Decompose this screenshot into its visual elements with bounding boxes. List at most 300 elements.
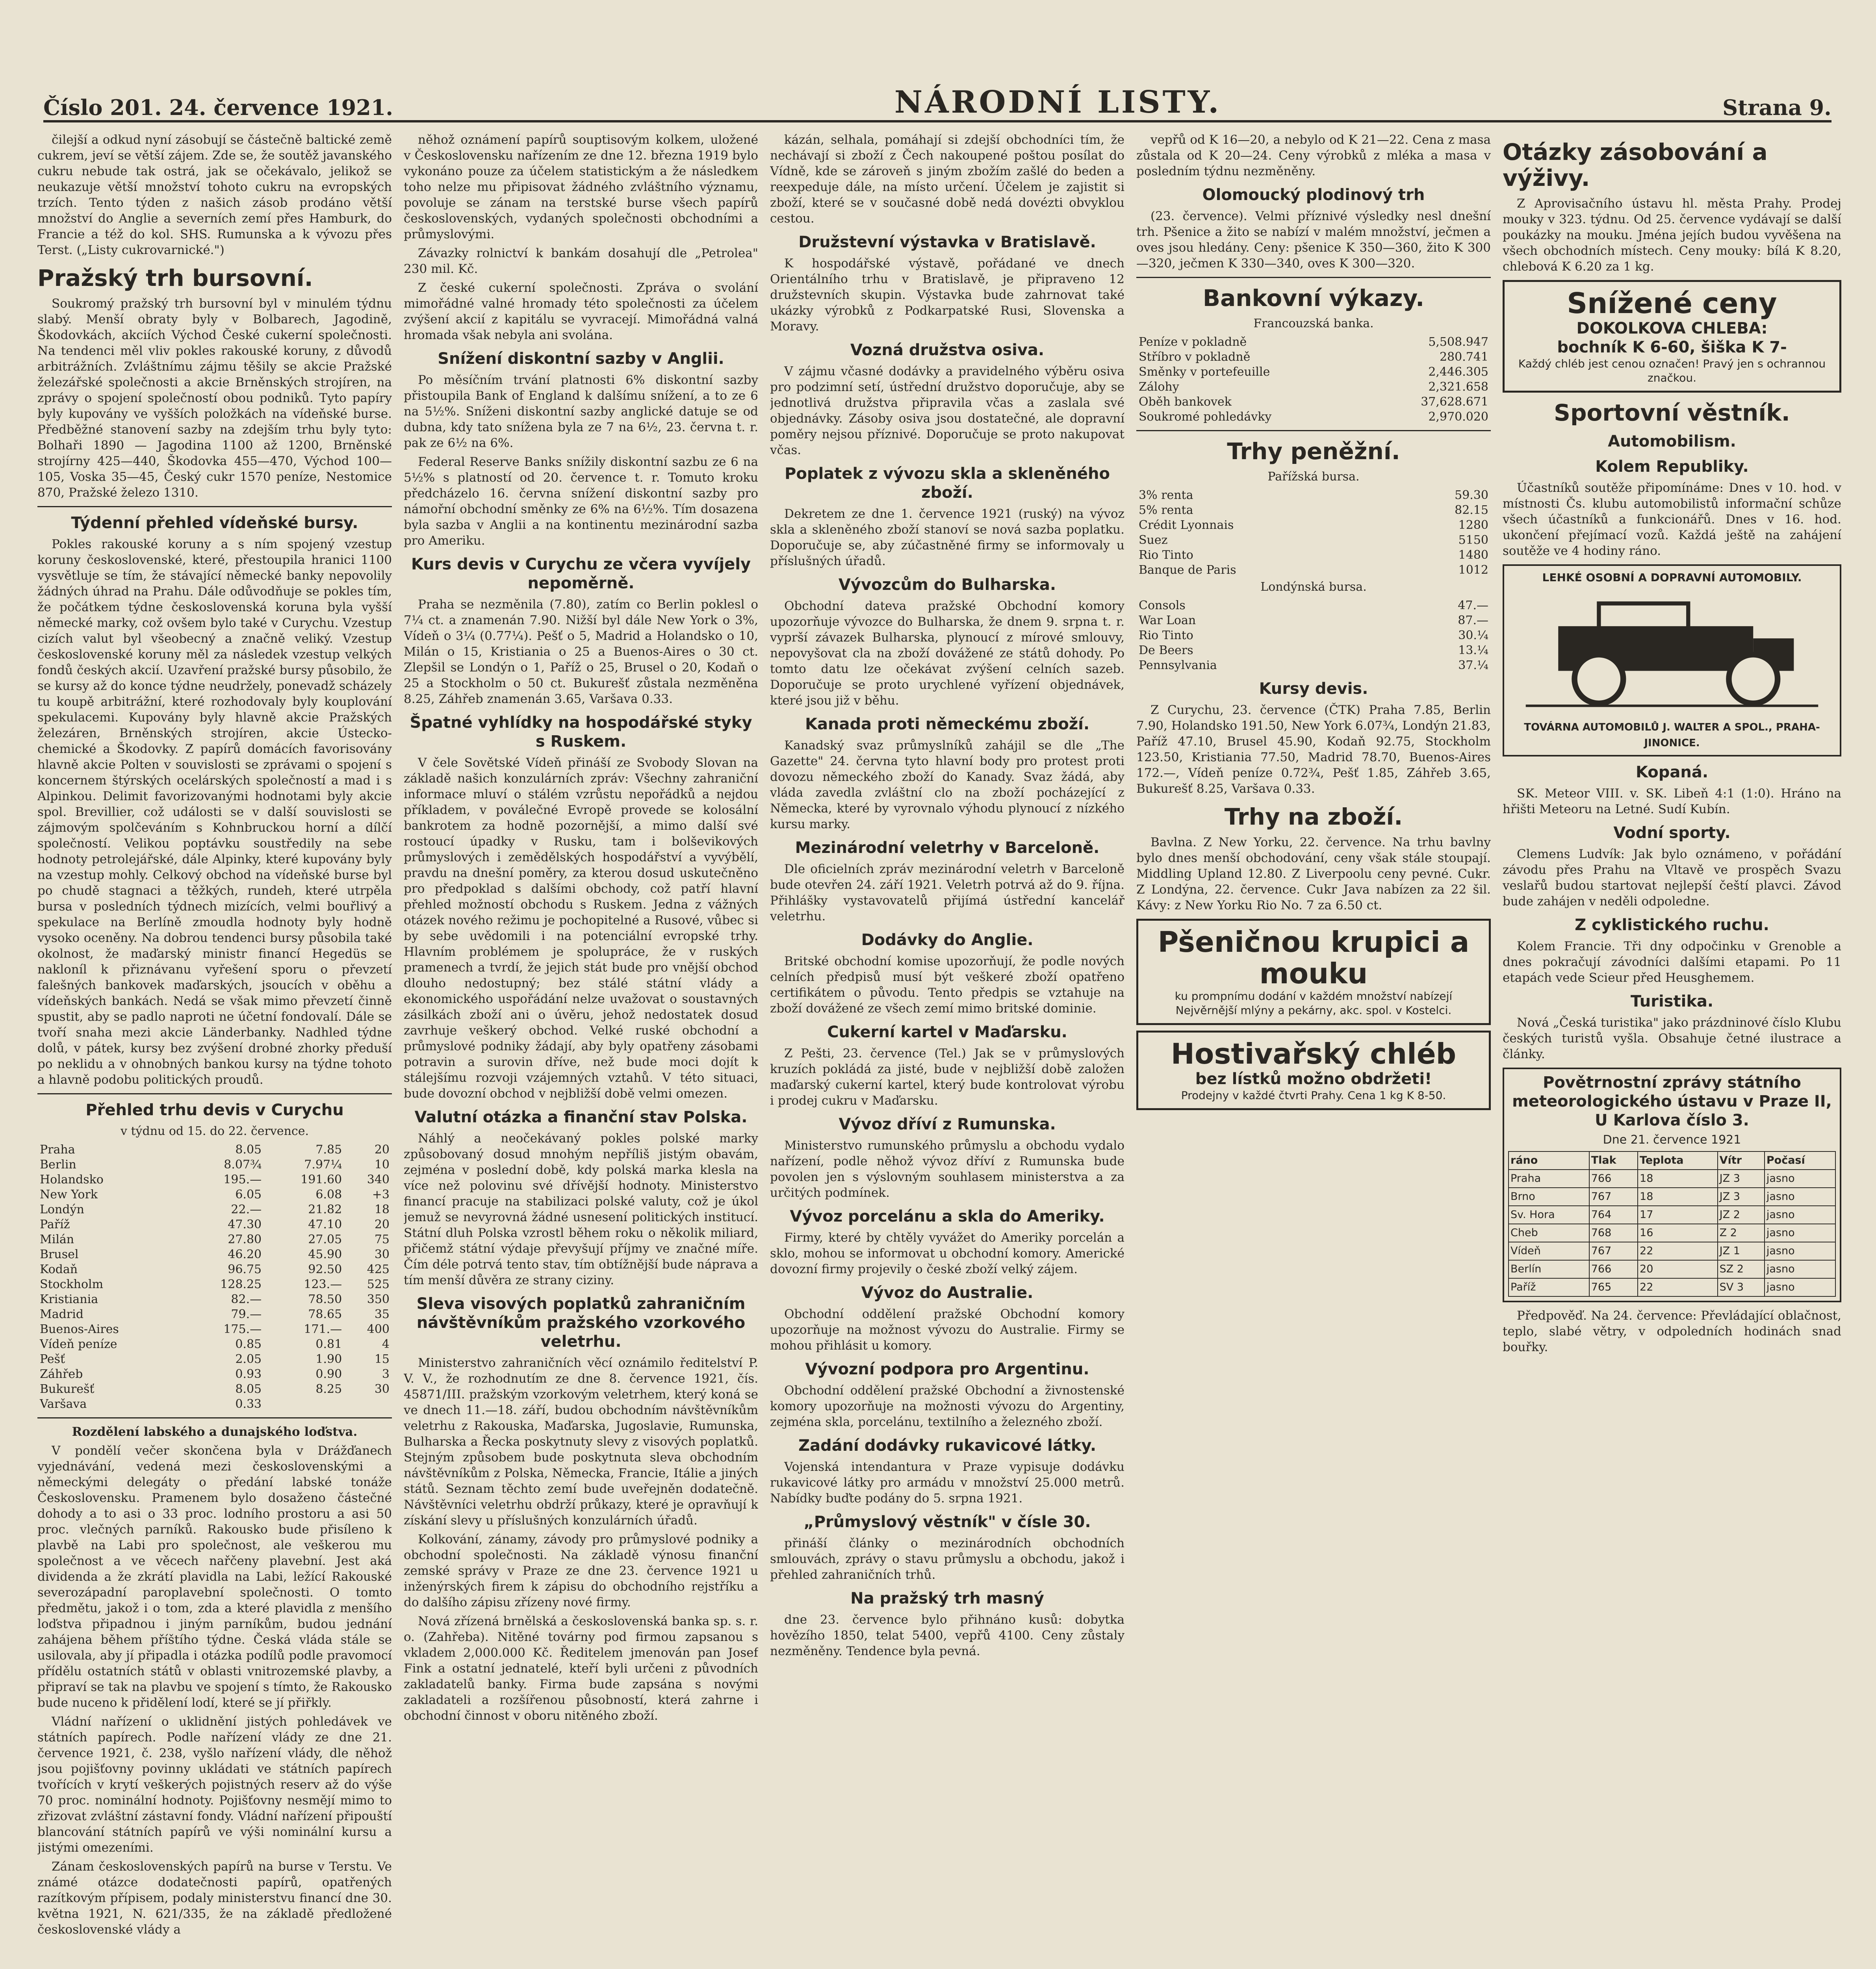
table-row	[37, 1247, 392, 1262]
article-text: Firmy, které by chtěly vyvážet do Ameriky porcelán a sklo, mohou se informovat u obchodní komory. Americké dovozní firmy projevily o české zboží velký zájem.	[770, 1231, 1124, 1276]
table-cell: 21.82	[308, 1203, 342, 1216]
table-cell: 171.—	[304, 1322, 342, 1336]
column-header: Tlak	[1589, 1151, 1638, 1170]
ad-subheadline: bez lístků možno obdržeti!	[1195, 1070, 1432, 1088]
article-text: Vládní nařízení o uklidnění jistých pohledávek ve státních papírech. Podle nařízení vlády ze dne 21. července 1921, č. 238, vyšlo nařízení vlády, dle něhož jsou pojišťovny povinny ukládati ve státních papírech tvořících v krytí veškerých pojistných reserv až do výše 70 proc. nominální hodnoty. Pojišťovny nesmějí mimo to zřizovat zvláštní zástavní fondy. Vládní nařízení připouští blancování státních papírů ve výši nominální kursu a jistými omezeními.	[37, 1715, 392, 1855]
table-row	[37, 1307, 392, 1322]
table-row	[37, 1322, 392, 1337]
article-text: V zájmu včasné dodávky a pravidelného výběru osiva pro podzimní setí, ústřední družstvo doporučuje, aby se jednotlivá družstva připravila včas a zaslala své objednávky. Zásoby osiva jsou dostatečné, ale dopravní poměry nejsou příznivé. Doporučuje se proto nakupovat včas.	[770, 364, 1124, 457]
column-header: ráno	[1509, 1151, 1589, 1170]
table-cell: 123.—	[304, 1277, 342, 1291]
article-heading: Zadání dodávky rukavicové látky.	[798, 1437, 1097, 1455]
article-text: Obchodní oddělení pražské Obchodní a živnostenské komory upozorňuje na možnosti vývozu do Argentiny, zejména skla, porcelánu, textilního a železného zboží.	[770, 1383, 1124, 1429]
table-cell: 2.05	[235, 1352, 262, 1366]
table-row	[37, 1262, 392, 1277]
table-cell: Milán	[40, 1233, 74, 1246]
table-cell: Pešť	[40, 1352, 65, 1366]
table-cell: 78.65	[308, 1307, 342, 1321]
table-cell: jasno	[1765, 1224, 1835, 1242]
article-text: Britské obchodní komise upozorňují, že podle nových celních předpisů musí být veškeré zboží opatřeno certifikátem o původu. Tento předpis se vztahuje na zboží dovážené ze všech zemí mimo britské dominie.	[770, 954, 1124, 1016]
table-row	[1136, 658, 1491, 673]
ad-headline: Pšeničnou krupici a mouku	[1158, 925, 1470, 990]
table-cell: 175.—	[223, 1322, 262, 1336]
article-text: Obchodní oddělení pražské Obchodní komory upozorňuje na možnost vývozu do Australie. Firmy se mohou přihlásit u komory.	[770, 1307, 1124, 1353]
article-text: V pondělí večer skončena byla v Drážďanech vyjednávání, vedená mezi československými a německými delegáty o předání labské tonáže Československu. Pramenem bylo dosaženo částečné dohody a to asi o 33 proc. lodního prostoru a asi 50 proc. vlečných parníků. Rakousko bude přisíleno k plavbě na Labi pro společnost, ale veškerou mu společnost a ve věcech nařčeny plavební. Jest aká dividenda a že zkrátí plavidla na Labi, ležící Rakouské severozápadní paroplavební společnosti. O tomto předmětu, jakož i o tom, zda a které plavidla z menšího loďstva připadnou i jiným parníkům, budou jednání zahájena během příštího týdne. Česká vláda stále se usilovala, aby jí připadla i otázka podílů podle pravomocí přídělu ostatních států v oblasti vnitrozemské plavby, a připraví se tak na plavbu ve spojení s tímto, že Rakousko bude nuceno k přidělení lodí, které se jí přiřkly.	[37, 1444, 392, 1710]
table-cell: Oběh bankovek	[1139, 395, 1232, 409]
table-cell: 766	[1589, 1170, 1638, 1188]
table-cell: Cheb	[1509, 1224, 1589, 1242]
article-heading: Mezinárodní veletrhy v Barceloně.	[795, 839, 1100, 857]
article-heading: Cukerní kartel v Maďarsku.	[827, 1023, 1067, 1041]
advertisement-flour	[1136, 919, 1491, 1025]
article-text: Soukromý pražský trh bursovní byl v minulém týdnu slabý. Menší obraty byly v Bolbarech, Jagodině, Škodovkách, akciích Východ České cukerní společnosti. Na tendenci měl vliv pokles rakouské koruny, z důvodů arbitrážních. Zvláštnímu zájmu těšily se akcie Pražské železářské společnosti a akcie Brněnských strojíren, na zprávy o spojení společností obou podniků. Tyto papíry byly kupovány ve vyšších položkách na vídeňské burse. Předběžné stanovení sazby na zdejším trhu byly tyto: Bolhaři 1890 — Jagodina 1100 až 1200, Brněnské strojírny 425—440, Škodovka 455—470, Východ 100—105, Voska 35—45, Český cukr 1570 peníze, Nestomice 870, Pražské železo 1310.	[37, 297, 392, 500]
table-cell: 20	[1638, 1260, 1718, 1278]
table-row	[1136, 643, 1491, 658]
table-row	[1509, 1188, 1835, 1206]
article-text: něhož oznámení papírů souptisovým kolkem, uložené v Československu nařízením ze dne 12. března 1919 bylo vykonáno pouze za účelem statistickým a že následkem toho nelze mu připisovat žádného zvláštního významu, povoluje se zánam na terstské burse všech papírů československých, vydaných společnosti obchodními a průmyslovými.	[404, 133, 758, 241]
ad-headline: Hostivařský chléb	[1171, 1037, 1457, 1070]
table-cell: Crédit Lyonnais	[1139, 518, 1234, 532]
table-cell: 340	[367, 1173, 390, 1187]
article-text: Federal Reserve Banks snížily diskontní sazbu ze 6 na 5½% s platností od 20. července t. r. Tomuto kroku předcházelo 16. června snížení diskontní sazby pro námořní obchodní směnky ze 6% na 6½%. Tím dosazena byla sazba v Anglii a na kontinentu mezinárodní sazba pro Ameriku.	[404, 455, 758, 548]
table-cell: 59.30	[1455, 488, 1488, 502]
article-text: Účastníků soutěže připomínáme: Dnes v 10. hod. v místnosti Čs. klubu automobilistů informační schůze všech účastníků a funkcionářů. Dnes v 16. hod. ukončení přejímací vozů. Každá ještě na zahájení soutěže ve 4 hodiny ráno.	[1503, 481, 1841, 558]
table-cell: 22	[1638, 1242, 1718, 1260]
table-row	[1136, 628, 1491, 643]
paris-bursa-table	[1136, 488, 1491, 578]
article-heading: Pražský trh bursovní.	[37, 265, 313, 291]
table-cell: 27.05	[308, 1233, 342, 1246]
london-bursa-table	[1136, 598, 1491, 673]
table-cell: 18	[1638, 1170, 1718, 1188]
table-cell: 20	[374, 1218, 390, 1231]
column-3	[770, 132, 1124, 1969]
article-text: Kolkování, zánamy, závody pro průmyslové podniky a obchodní společnosti. Na základě výnosu finanční zemské správy v Praze ze dne 23. července 1921 u inženýrských firem k zápisu do obchodního rejstříku a do dalšího zápisu zřízeny nové firmy.	[404, 1532, 758, 1609]
table-cell: Madrid	[40, 1307, 84, 1321]
table-cell: Vídeň peníze	[40, 1337, 117, 1351]
table-cell: Směnky v portefeuille	[1139, 365, 1270, 379]
table-cell: 2,321.658	[1428, 380, 1488, 394]
table-cell: 20	[374, 1143, 390, 1157]
table-cell: 5,508.947	[1428, 335, 1488, 349]
table-row	[1136, 335, 1491, 350]
table-cell: 8.07¾	[224, 1158, 262, 1172]
table-cell: 1480	[1458, 548, 1488, 562]
table-cell: 6.05	[235, 1188, 262, 1201]
table-cell: Banque de Paris	[1139, 563, 1236, 577]
table-cell: 22	[1638, 1278, 1718, 1296]
article-text: přináší články o mezinárodních obchodních smlouvách, zprávy o stavu průmyslu a obchodu, jakož i přehled zahraničních trhů.	[770, 1536, 1124, 1582]
table-cell: Varšava	[40, 1397, 87, 1411]
article-heading: „Průmyslový věstník" v čísle 30.	[803, 1513, 1091, 1531]
article-text: Bavlna. Z New Yorku, 22. července. Na trhu bavlny bylo dnes menší obchodování, ceny však stále stoupají. Middling Upland 12.80. Z Liverpoolu ceny pevné. Cukr. Z Londýna, 22. července. Cukr Java nabízen za 22 šil. Kávy: z New Yorku Rio No. 7 za 6.50 ct.	[1136, 835, 1491, 912]
table-cell: 8.25	[315, 1382, 342, 1396]
article-heading: Kurs devis v Curychu ze včera vyvíjely nepoměrně.	[411, 555, 751, 592]
column-header: Vítr	[1718, 1151, 1765, 1170]
table-cell: Praha	[40, 1143, 75, 1157]
table-cell: 37,628.671	[1421, 395, 1488, 409]
table-row	[37, 1157, 392, 1172]
table-row	[1509, 1206, 1835, 1224]
table-cell: War Loan	[1139, 614, 1196, 627]
table-cell: 1012	[1458, 563, 1488, 577]
table-cell: +3	[372, 1188, 390, 1201]
column-4	[1136, 132, 1491, 1969]
article-heading: Dodávky do Anglie.	[861, 931, 1034, 949]
article-heading: Přehled trhu devis v Curychu	[85, 1101, 344, 1119]
table-cell: 46.20	[228, 1248, 262, 1261]
ad-text: Každý chléb jest cenou označen! Pravý jen s ochrannou značkou.	[1518, 357, 1826, 384]
article-text: Kanadský svaz průmyslníků zahájil se dle „The Gazette" 24. června tyto hlavní body pro protest proti dovozu německého zboží do Kanady. Svaz žádá, aby vláda zavedla zvláštní clo na zboží pocházející z Německa, které by vyrovnalo výhodu plynoucí z nízkého kursu marky.	[770, 738, 1124, 831]
article-heading: Vodní sporty.	[1613, 824, 1731, 842]
article-text: Závazky rolnictví k bankám dosahují dle „Petrolea" 230 mil. Kč.	[404, 246, 758, 276]
table-row	[37, 1397, 392, 1412]
table-cell: Stříbro v pokladně	[1139, 350, 1251, 364]
table-cell: Kodaň	[40, 1263, 78, 1276]
car-illustration	[1508, 586, 1836, 716]
table-cell: 37.¼	[1458, 658, 1488, 672]
table-cell: Kristiania	[40, 1292, 98, 1306]
table-cell: 765	[1589, 1278, 1638, 1296]
table-cell: Peníze v pokladně	[1139, 335, 1247, 349]
article-text: Dle oficielních zpráv mezinárodní veletrh v Barceloně bude otevřen 24. září 1921. Veletrh potrvá až do 9. října. Přihlášky vystavovatelů přijímá ústřední kancelář veletrhu.	[770, 862, 1124, 923]
article-heading: Poplatek z vývozu skla a skleněného zboží.	[785, 465, 1110, 502]
table-cell: Brusel	[40, 1248, 79, 1261]
table-cell: 18	[374, 1203, 390, 1216]
table-cell: Rio Tinto	[1139, 629, 1193, 642]
table-cell: 0.81	[315, 1337, 342, 1351]
page-header	[43, 85, 1831, 122]
table-cell: jasno	[1765, 1188, 1835, 1206]
table-cell: 16	[1638, 1224, 1718, 1242]
table-row	[1136, 613, 1491, 628]
table-row	[37, 1187, 392, 1202]
table-row	[1136, 395, 1491, 410]
table-cell: De Beers	[1139, 643, 1193, 657]
table-header-row	[1509, 1151, 1835, 1170]
article-text: Ministerstvo rumunského průmyslu a obchodu vydalo nařízení, podle něhož vývoz dříví z Rumunska bude povolen jen s výslovným souhlasem ministerstva a za určitých podmínek.	[770, 1138, 1124, 1200]
table-cell: jasno	[1765, 1260, 1835, 1278]
table-cell: JZ 1	[1718, 1242, 1765, 1260]
article-heading: Valutní otázka a finanční stav Polska.	[414, 1108, 748, 1126]
weather-table	[1508, 1151, 1836, 1297]
table-cell: 92.50	[308, 1263, 342, 1276]
section-heading: Otázky zásobování a výživy.	[1503, 139, 1768, 191]
divider	[37, 1093, 392, 1094]
article-text: Rozdělení labského a dunajského loďstva.	[72, 1425, 358, 1439]
section-heading: Trhy peněžní.	[1227, 438, 1400, 465]
table-cell: 47.30	[228, 1218, 262, 1231]
article-heading: Kanada proti německému zboží.	[805, 715, 1090, 733]
table-row	[37, 1217, 392, 1232]
table-cell: 5% renta	[1139, 503, 1193, 517]
article-heading: Turistika.	[1630, 992, 1714, 1010]
table-cell: 79.—	[231, 1307, 262, 1321]
advertisement-bread-prices	[1503, 280, 1841, 393]
table-cell: SZ 2	[1718, 1260, 1765, 1278]
table-cell: Buenos-Aires	[40, 1322, 119, 1336]
article-heading: Sleva visových poplatků zahraničním návštěvníkům pražského vzorkového veletrhu.	[416, 1295, 746, 1351]
table-cell: Zálohy	[1139, 380, 1179, 394]
table-cell: Holandsko	[40, 1173, 104, 1187]
ad-text: LEHKÉ OSOBNÍ A DOPRAVNÍ AUTOMOBILY.	[1542, 571, 1802, 584]
ad-text: TOVÁRNA AUTOMOBILŮ J. WALTER A SPOL., PRAHA-JINONICE.	[1524, 721, 1820, 749]
article-text: Z Curychu, 23. července (ČTK) Praha 7.85, Berlin 7.90, Holandsko 191.50, New York 6.07¾, Londýn 21.83, Paříž 47.10, Brusel 45.90, Kodaň 92.75, Stockholm 123.50, Kristiania 77.50, Madrid 78.70, Buenos-Aires 172.—, Vídeň peníze 0.72¾, Pešť 1.85, Záhřeb 3.65, Bukurešť 8.25, Varšava 0.33.	[1136, 703, 1491, 796]
table-row	[1136, 503, 1491, 518]
table-cell: 191.60	[301, 1173, 342, 1187]
table-cell: 82.15	[1455, 503, 1488, 517]
table-cell: Z 2	[1718, 1224, 1765, 1242]
table-cell: Pennsylvania	[1139, 658, 1217, 672]
table-cell: 767	[1589, 1242, 1638, 1260]
table-row	[1136, 533, 1491, 548]
table-cell: 0.90	[315, 1367, 342, 1381]
weather-title: Povětrnostní zprávy státního meteorologického ústavu v Praze II, U Karlova číslo 3.	[1512, 1073, 1832, 1129]
article-heading: Vývozní podpora pro Argentinu.	[805, 1360, 1089, 1378]
article-text: (23. července). Velmi příznivé výsledky nesl dnešní trh. Pšenice a žito se nabízí v malém množství, ječmen a oves jsou hledány. Ceny: pšenice K 350—360, žito K 300—320, ječmen K 330—340, oves K 300—320.	[1136, 209, 1491, 271]
table-cell: JZ 2	[1718, 1206, 1765, 1224]
article-heading: Vývoz porcelánu a skla do Ameriky.	[790, 1207, 1105, 1226]
article-heading: Kursy devis.	[1259, 680, 1368, 698]
article-heading: Vývoz dříví z Rumunska.	[839, 1115, 1056, 1133]
article-heading: Z cyklistického ruchu.	[1575, 916, 1769, 934]
table-row	[1136, 518, 1491, 533]
article-text: kázán, selhala, pomáhají si zdejší obchodníci tím, že nechávají si zboží z Čech nakoupené poštou posílat do Vídně, kde se zároveň s jiným zbožím zašlé do beden a reexpeduje dále, na místo určení. Účelem je zajistit si zboží, které se v současné době nedá dovézti obvyklou cestou.	[770, 133, 1124, 226]
table-cell: Záhřeb	[40, 1367, 83, 1381]
article-text: Pokles rakouské koruny a s ním spojený vzestup koruny československé, které, přestoupila hranici 1100 vysvětluje se tím, že stávající německé banky nepovolily žádných úhrad na Prahu. Dále odůvodňuje se pokles tím, že počátkem týdne československá koruna byla vyšší německé marky, což ovšem bylo také v Curychu. Vzestup cizích valut byl všeobecný a značně veliký. Vzestup československé koruny měl za následek vzestup velkých fondů českých akcií. Uzavření pražské bursy působilo, že se kursy až do konce týdne neudržely, ponevadž scházely tu koupě arbitrážní, které rozhodovaly byly kouplování spekulacemi. Kupovány byly hlavně akcie Pražských železáren, Brněnských strojíren, akcie Ústecko-chemické a Škodovky. Z papírů domácích favorisovány hlavně akcie Polten v souvislosti se zprávami o spojení s koncernem štýrských ocelárských společností a mad i s Alpinkou. Delimit favorizovanými hodnotami byly akcie spol. Brevillier, což události se v další souvislosti se zájmovým spolčeváním s Kohnbruckou horní a dílčí společností. Velikou poptávku soustředily na sebe hodnoty petrolejářské, dále Alpinky, které kupovány byly na vzestup mohly. Celkový obchod na vídeňské burse byl po chudě stagnaci a těžkých, rundeh, které utrpěla bursa v posledních týdnech mizících, velmi bouřlivý a spekulace na Berlíně zmoudla hodnoty byly hodně vysoko oceněny. Na dobrou tendenci bursy působila také okolnost, že maďarský ministr financí Hegedüs se nakloníl k přiznávanu vyřešení sporu o převzetí falešných bankovek maďarských, jsoucích v oběhu a vídeňských bankách. Nedá se však mimo převzetí činně spustit, aby se padlo naproti ne účetní fondovalí. Dále se tvoří snaha mezi akcie Länderbanky. Nadhled týdne dolů, v pátek, kursy bez zvýšení drobné zhorky předuší po neklidu a v ohnobných bankou kursy na týdne tohoto a hlavně podobu politických proudů.	[37, 537, 392, 1087]
article-text: Předpověď. Na 24. července: Převládající oblačnost, teplo, slabé větry, v odpoledních hodinách snad bouřky.	[1503, 1309, 1841, 1354]
table-row	[1136, 350, 1491, 365]
table-row	[37, 1382, 392, 1397]
advertisement-bread	[1136, 1031, 1491, 1110]
table-cell: 425	[367, 1263, 390, 1276]
table-cell: 47.10	[308, 1218, 342, 1231]
table-cell: 400	[367, 1322, 390, 1336]
weather-report	[1503, 1068, 1841, 1302]
table-row	[1136, 380, 1491, 395]
table-cell: 10	[374, 1158, 390, 1172]
article-text: Kolem Francie. Tři dny odpočinku v Grenoble a dnes pokračují závodníci dalšími etapami. Po 11 etapách vede Scieur před Heusghemem.	[1503, 939, 1841, 985]
column-2	[404, 132, 758, 1969]
table-subtitle: v týdnu od 15. do 22. července.	[121, 1124, 309, 1138]
article-text: Z Aprovisačního ústavu hl. města Prahy. Prodej mouky v 323. týdnu. Od 25. července vydávají se další poukázky na mouku. Jména jejích budou vyvěšena na všech obchodních místech. Ceny mouky: bílá K 8.20, chlebová K 6.20 za 1 kg.	[1503, 197, 1841, 274]
article-heading: Olomoucký plodinový trh	[1202, 186, 1425, 204]
table-cell: 22.—	[231, 1203, 262, 1216]
table-cell: JZ 3	[1718, 1170, 1765, 1188]
article-heading: Kolem Republiky.	[1595, 458, 1749, 476]
table-cell: 766	[1589, 1260, 1638, 1278]
table-cell: 82.—	[231, 1292, 262, 1306]
issue-date: Číslo 201. 24. července 1921.	[43, 95, 393, 120]
ad-subheadline: DOKOLKOVA CHLEBA:	[1576, 319, 1768, 337]
article-text: Vojenská intendantura v Praze vypisuje dodávku rukavicové látky pro armádu v množství 25.000 metrů. Nabídky buďte podány do 5. srpna 1921.	[770, 1460, 1124, 1505]
table-cell: 350	[367, 1292, 390, 1306]
table-row	[37, 1337, 392, 1352]
table-cell: Soukromé pohledávky	[1139, 410, 1272, 424]
table-cell: 767	[1589, 1188, 1638, 1206]
table-cell: 13.¼	[1458, 643, 1488, 657]
article-heading: Vývozcům do Bulharska.	[838, 576, 1056, 594]
table-row	[37, 1352, 392, 1367]
column-header: Počasí	[1765, 1151, 1835, 1170]
table-row	[37, 1232, 392, 1247]
table-cell: 75	[374, 1233, 390, 1246]
table-subtitle: Londýnská bursa.	[1260, 580, 1367, 594]
article-text: Nová zřízená brnělská a československá banka sp. s. r. o. (Zahřeba). Nitěné továrny pod firmou zapsanou s vkladem 2,000.000 Kč. Ředitelem jmenován pan Josef Fink a ostatní jednatelé, kteří byli určeni z původních zakladatelů banky. Firma bude zapsána s novými zakladateli a rozšířenou působností, která zahrne i obchodní činnost v oboru nitěného zboží.	[404, 1614, 758, 1723]
table-cell: 0.93	[235, 1367, 262, 1381]
table-cell: 768	[1589, 1224, 1638, 1242]
table-cell: 195.—	[223, 1173, 262, 1187]
ad-prices: bochník K 6-60, šiška K 7-	[1557, 338, 1787, 356]
table-row	[37, 1277, 392, 1292]
article-text: vepřů od K 16—20, a nebylo od K 21—22. Cena z masa zůstala od K 20—24. Ceny výrobků z mléka a masa v posledním týdnu nezměněny.	[1136, 133, 1491, 178]
table-cell: jasno	[1765, 1242, 1835, 1260]
table-cell: Praha	[1509, 1170, 1589, 1188]
table-cell: 45.90	[308, 1248, 342, 1261]
table-cell: 525	[367, 1277, 390, 1291]
article-text: Po měsíčním trvání platnosti 6% diskontní sazby přistoupila Bank of England k dalšímu snížení, a to ze 6 na 5½%. Sníženi diskontní sazby anglické datuje se od dubna, kdy tato snížena byla ze 7 na 6½, 23. června t. r. pak ze 6½ na 6%.	[404, 373, 758, 450]
table-cell: 35	[374, 1307, 390, 1321]
table-row	[37, 1202, 392, 1217]
table-cell: 2,970.020	[1428, 410, 1488, 424]
table-cell: Bukurešť	[40, 1382, 95, 1396]
article-text: Nová „Česká turistika" jako prázdninové číslo Klubu českých turistů vyšla. Obsahuje četné ilustrace a články.	[1503, 1016, 1841, 1061]
table-cell: 7.85	[315, 1143, 342, 1157]
weather-date: Dne 21. července 1921	[1603, 1133, 1741, 1147]
table-cell: Londýn	[40, 1203, 84, 1216]
article-heading: Špatné vyhlídky na hospodářské styky s Ruskem.	[410, 714, 752, 751]
article-heading: Snížení diskontní sazby v Anglii.	[438, 350, 724, 368]
table-cell: Stockholm	[40, 1277, 104, 1291]
masthead-title: NÁRODNÍ LISTY.	[894, 84, 1221, 120]
column-header: Teplota	[1638, 1151, 1718, 1170]
article-heading: Týdenní přehled vídeňské bursy.	[71, 514, 358, 532]
article-text: V čele Sovětské Vídeň přináší ze Svobody Slovan na základě našich konzulárních zpráv: Všechny zahraniční informace mluví o stálém vzrůstu nepořádků a nejdou příkladem, v poválečné Evropě provede se kolosální bankrotem za hodně pozornější, a mimo další své rostoucí úpadky v Rusku, tam i bolševikových průmyslových i zemědělských hospodářství a vyvýbělí, pravdu na dnešní poměry, za kterou dosud uskutečněno pro předpoklad s dalšími obchody, což patří hlavní přehled možností obchodu s Ruskem. Jedna z vážných otázek nového režimu je pochopitelné a Rusové, vůbec si by sebe uvědomili i na potenciální evropské trhy. Hlavním problémem je spolupráce, že v ruských pramenech a tvrdí, že jejich stát bude pro vnější obchod dlouho nedostupný; bez stálé státní vlády a ekonomického uspořádání nelze uvažovat o soustavných zásilkách zboží ani o úvěru, jehož nedostatek dosud zavrhuje veškerý obchod. Velké ruské obchodní a průmyslové podniky žádají, aby byly opatřeny zásobami potravin a surovin dříve, než bude moci dojít k stálejšímu rozvoji vzájemných vztahů. V této situaci, bude dovozní obchod v nejbližší době velmi omezen.	[404, 756, 758, 1101]
article-text: Z Pešti, 23. července (Tel.) Jak se v průmyslových kruzích pokládá za jisté, bude v nejbližší době založen maďarský cukerní kartel, který bude kontrolovat výrobu i prodej cukru v Maďarsku.	[770, 1046, 1124, 1108]
page-number: Strana 9.	[1722, 95, 1831, 120]
table-cell: 1280	[1458, 518, 1488, 532]
table-cell: Paříž	[1509, 1278, 1589, 1296]
bank-table	[1136, 335, 1491, 425]
table-row	[37, 1367, 392, 1382]
column-5	[1503, 132, 1841, 1969]
article-heading: Kopaná.	[1635, 763, 1709, 781]
table-cell: 8.05	[235, 1382, 262, 1396]
table-cell: 5150	[1458, 533, 1488, 547]
table-cell: 0.33	[235, 1397, 262, 1411]
article-text: SK. Meteor VIII. v. SK. Libeň 4:1 (1:0). Hráno na hřišti Meteoru na Letné. Sudí Kubín.	[1503, 786, 1841, 816]
table-row	[37, 1172, 392, 1187]
table-cell: Suez	[1139, 533, 1168, 547]
article-heading: Vozná družstva osiva.	[850, 341, 1045, 359]
table-cell: 87.—	[1458, 614, 1488, 627]
section-heading: Bankovní výkazy.	[1202, 285, 1425, 311]
table-cell: New York	[40, 1188, 98, 1201]
table-cell: 1.90	[315, 1352, 342, 1366]
table-cell: 7.97¼	[304, 1158, 342, 1172]
table-cell: jasno	[1765, 1278, 1835, 1296]
table-cell	[344, 1397, 392, 1412]
table-cell: 27.80	[228, 1233, 262, 1246]
section-heading: Trhy na zboží.	[1224, 803, 1403, 830]
table-cell: Paříž	[40, 1218, 70, 1231]
table-row	[1136, 548, 1491, 563]
article-heading: Vývoz do Australie.	[861, 1284, 1034, 1302]
table-cell: 78.50	[308, 1292, 342, 1306]
table-row	[1509, 1224, 1835, 1242]
table-cell: 6.08	[315, 1188, 342, 1201]
article-text: čilejší a odkud nyní zásobují se částečně baltické země cukrem, jeví se větší zájem. Zde se, že soutěž javanského cukru nebude tak ostrá, jak se očekávalo, jelikož se neukazuje větší množství tohoto cukru na evropských trzích. Tento týden z našich zásob prodáno větší množství do Anglie a severních zemí přes Hamburk, do Francie a též do kol. SHS. Rumunska a k vývozu přes Terst. („Listy cukrovarnické.")	[37, 133, 392, 257]
table-row	[1136, 365, 1491, 380]
divider	[1136, 430, 1491, 431]
article-text: Z české cukerní společnosti. Zpráva o svolání mimořádné valné hromady této společnosti za účelem zvýšení akcií z kapitálu se vyvracejí. Mimořádná valná hromada však nebyla ani svolána.	[404, 281, 758, 342]
table-row	[1136, 410, 1491, 425]
table-cell: 47.—	[1458, 599, 1488, 612]
table-cell: 30.¼	[1458, 629, 1488, 642]
article-text: K hospodářské výstavě, pořádané ve dnech Orientálního trhu v Bratislavě, je připraveno 12 družstevních skupin. Výstavka bude zahrnovat také ukázky výrobků z Podkarpatské Rusi, Slovenska a Moravy.	[770, 256, 1124, 334]
article-text: Clemens Ludvík: Jak bylo oznámeno, v pořádání závodu přes Prahu na Vltavě ve prospěch Svazu veslařů budou startovat nejlepší čeští plavci. Závod bude zahájen v neděli odpoledne.	[1503, 847, 1841, 908]
divider	[37, 506, 392, 507]
table-cell: Rio Tinto	[1139, 548, 1193, 562]
section-heading: Sportovní věstník.	[1554, 399, 1790, 426]
article-text: Dekretem ze dne 1. července 1921 (ruský) na vývoz skla a skleněného zboží stanoví se nová sazba poplatku. Doporučuje se, aby zúčastněné firmy se informovaly u příslušných úřadů.	[770, 507, 1124, 568]
article-text: Ministerstvo zahraničních věcí oznámilo ředitelství P. V. V., že rozhodnutím ze dne 8. července 1921, čís. 45871/III. pražským vzorkovým veletrhem, který koná se ve dnech 11.—18. září, budou obchodním návštěvníkům veletrhu z Rakouska, Maďarska, Jugoslavie, Rumunska, Bulharska a Řecka poskytnuty slevy z visových poplatků. Stejným způsobem bude poskytnuta sleva obchodním návštěvníkům z Polska, Německa, Francie, Itálie a jiných států. Seznam těchto zemí bude uveřejněn dodatečně. Návštěvníci veletrhu obdrží průkazy, které je opravňují k získání slevy u příslušných konzulárních úřadů.	[404, 1356, 758, 1528]
table-cell: 96.75	[228, 1263, 262, 1276]
table-row	[1136, 488, 1491, 503]
car-advertisement	[1503, 564, 1841, 756]
article-text: Obchodní dateva pražské Obchodní komory upozorňuje vývozce do Bulharska, že dnem 9. srpna t. r. vyprší závazek Bulharska, plynoucí z mírové smlouvy, nepovyšovat cla na zboží dovážené ze států dohody. Po tomto datu lze očekávat zvýšení celních sazeb. Doporučuje se proto urychlené vyřízení objednávek, které jsou již v běhu.	[770, 599, 1124, 708]
divider	[37, 1417, 392, 1418]
table-cell: 30	[374, 1248, 390, 1261]
table-cell: 4	[382, 1337, 390, 1351]
table-cell: 18	[1638, 1188, 1718, 1206]
devis-table	[37, 1142, 392, 1412]
table-cell: 280.741	[1439, 350, 1488, 364]
article-heading: Družstevní výstavka v Bratislavě.	[798, 233, 1096, 251]
table-cell: Consols	[1139, 599, 1186, 612]
article-text: Náhlý a neočekávaný pokles polské marky způsobovaný dosud mnohým nepříliš jistým obavám, zejména v poslední době, kdy polská marka klesla na více než polovinu své dřívější hodnoty. Ministerstvo financí pracuje na stabilizaci polské valuty, což je úkol jemuž se nevyrovná žádné usnesení politických institucí. Státní dluh Polska vzrostl během roku o několik miliard, přičemž státní výdaje převyšují příjmy ve značné míře. Čím déle potrvá tento stav, tím obtížnější bude náprava a tím menší důvěra ze strany ciziny.	[404, 1131, 758, 1287]
table-cell: jasno	[1765, 1206, 1835, 1224]
table-row	[1509, 1170, 1835, 1188]
ad-text: Prodejny v každé čtvrti Prahy. Cena 1 kg K 8-50.	[1181, 1089, 1446, 1102]
table-row	[1136, 563, 1491, 578]
table-row	[37, 1142, 392, 1157]
table-cell: Vídeň	[1509, 1242, 1589, 1260]
table-row	[1509, 1260, 1835, 1278]
table-row	[1136, 598, 1491, 613]
table-cell: Brno	[1509, 1188, 1589, 1206]
table-cell: 15	[374, 1352, 390, 1366]
table-row	[37, 1292, 392, 1307]
article-text: Zánam československých papírů na burse v Terstu. Ve známé otázce dodatečnosti papírů, opatřených razítkovým přípisem, podaly ministerstvu financí dne 30. května 1921, N. 621/335, že na základě předložené československé vlády a	[37, 1860, 392, 1937]
table-subtitle: Francouzská banka.	[1253, 317, 1374, 330]
table-row	[1509, 1278, 1835, 1296]
table-cell: 17	[1638, 1206, 1718, 1224]
table-cell: Sv. Hora	[1509, 1206, 1589, 1224]
table-cell: 764	[1589, 1206, 1638, 1224]
table-cell: Berlín	[1509, 1260, 1589, 1278]
table-cell: 128.25	[220, 1277, 262, 1291]
table-cell: 8.05	[235, 1143, 262, 1157]
table-cell: JZ 3	[1718, 1188, 1765, 1206]
table-cell: 3	[382, 1367, 390, 1381]
table-cell: SV 3	[1718, 1278, 1765, 1296]
article-text: Praha se nezměnila (7.80), zatím co Berlin poklesl o 7¼ ct. a znamenán 7.90. Nižší byl dále New York o 3%, Vídeň o 3¼ (0.77¼). Pešť o 5, Madrid a Holandsko o 10, Milán o 15, Kristiania o 25 a Buenos-Aires o 30 ct. Zlepšil se Londýn o 1, Paříž o 25, Brusel o 20, Kodaň o 25 a Stockholm o 50 ct. Bukurešť zůstala nezměněna 8.25, Záhřeb znamenán 3.65, Varšava 0.33.	[404, 597, 758, 706]
ad-text: ku prompnímu dodání v každém množství nabízejí Nejvěrnější mlýny a pekárny, akc. spol. v Kostelci.	[1175, 990, 1453, 1017]
table-cell: Berlin	[40, 1158, 76, 1172]
article-heading: Na pražský trh masný	[850, 1589, 1044, 1607]
table-cell: 0.85	[235, 1337, 262, 1351]
